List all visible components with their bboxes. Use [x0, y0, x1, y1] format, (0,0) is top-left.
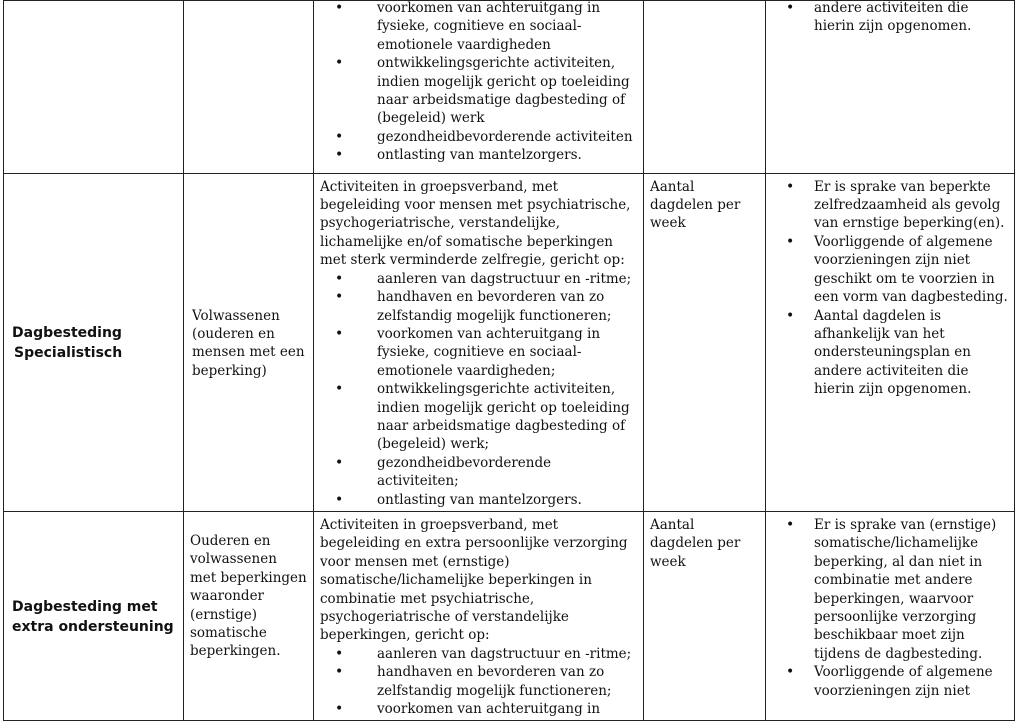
unit-text: Aantal dagdelen per week — [650, 516, 741, 570]
list-item: • Er is sprake van (ernstige) somatische/lichamelijke beperking, al dan niet in combinatie met andere beperkingen, waarvoor persoonlijke verzorging beschikbaar moet zijn tijdens de dagbesteding. — [772, 516, 1008, 663]
list-item: • handhaven en bevorderen van zo zelfstandig mogelijk functioneren; — [320, 663, 637, 700]
list-item: • voorkomen van achteruitgang in fysieke, cognitieve en sociaal-emotionele vaardigheden; — [320, 325, 637, 380]
list-item — [772, 1, 1008, 36]
description-cell — [314, 511, 644, 720]
list-item: • handhaven en bevorderen van zo zelfstandig mogelijk functioneren; — [320, 288, 637, 325]
table-row — [4, 173, 1015, 511]
table-row — [4, 1, 1015, 174]
target-group-cell — [184, 511, 314, 720]
category-title-line: extra ondersteuning — [12, 619, 174, 636]
category-title-line: Dagbesteding — [12, 325, 122, 342]
criteria-cell — [766, 511, 1015, 720]
unit-cell — [644, 173, 766, 511]
category-cell — [4, 511, 184, 720]
criteria-cell — [766, 1, 1015, 174]
category-title-line: Specialistisch — [14, 345, 123, 362]
activity-list — [320, 1, 637, 165]
category-cell — [4, 1, 184, 174]
criteria-list — [772, 516, 1008, 700]
table-row — [4, 511, 1015, 720]
list-item: • Er is sprake van beperkte zelfredzaamheid als gevolg van ernstige beperking(en). — [772, 178, 1008, 233]
list-item: • Voorliggende of algemene voorzieningen zijn niet geschikt om te voorzien in een vorm van dagbesteding. — [772, 233, 1008, 307]
list-item: • ontwikkelingsgerichte activiteiten, indien mogelijk gericht op toeleiding naar arbeidsmatige dagbesteding of (begeleid) werk; — [320, 380, 637, 454]
category-title — [12, 323, 177, 363]
list-item: • voorkomen van achteruitgang in fysieke, cognitieve en sociaal-emotionele vaardigheden — [320, 1, 637, 55]
unit-cell — [644, 511, 766, 720]
unit-cell — [644, 1, 766, 174]
criteria-text: • andere activiteiten die hierin zijn opgenomen. — [814, 0, 972, 35]
category-title-line: Dagbesteding met — [12, 599, 158, 616]
list-item: • Voorliggende of algemene voorzieningen zijn niet — [772, 663, 1008, 700]
list-item: • Aantal dagdelen is afhankelijk van het ondersteuningsplan en andere activiteiten die hierin zijn opgenomen. — [772, 307, 1008, 399]
description-cell — [314, 1, 644, 174]
activity-list — [320, 645, 637, 719]
target-group-text: Volwassenen (ouderen en mensen met een beperking) — [192, 307, 305, 379]
criteria-list — [772, 178, 1008, 399]
list-item: • gezondheidbevorderende activiteiten; — [320, 454, 637, 491]
criteria-list — [772, 1, 1008, 36]
description-text: Activiteiten in groepsverband, met begeleiding en extra persoonlijke verzorging voor mensen met (ernstige) somatische/lichamelijke beperkingen in combinatie met psychiatrische, psychogeriatrische of verstandelijke beperkingen, gericht op: — [320, 516, 628, 644]
criteria-cell — [766, 173, 1015, 511]
category-title — [12, 597, 177, 637]
target-group-text: Ouderen en volwassenen met beperkingen waaronder (ernstige) somatische beperkingen. — [190, 532, 307, 660]
target-group-cell — [184, 1, 314, 174]
list-item: • ontwikkelingsgerichte activiteiten, indien mogelijk gericht op toeleiding naar arbeidsmatige dagbesteding of (begeleid) werk — [320, 54, 637, 128]
unit-text: Aantal dagdelen per week — [650, 178, 741, 232]
service-table — [3, 0, 1015, 721]
list-item: • ontlasting van mantelzorgers. — [320, 146, 637, 164]
list-item: • voorkomen van achteruitgang in — [320, 700, 637, 718]
description-cell — [314, 173, 644, 511]
list-item: • aanleren van dagstructuur en -ritme; — [320, 270, 637, 288]
list-item: • gezondheidbevorderende activiteiten — [320, 128, 637, 146]
description-text: Activiteiten in groepsverband, met begeleiding voor mensen met psychiatrische, psychogeriatrische, verstandelijke, lichamelijke en/of somatische beperkingen met sterk verminderde zelfregie, gericht op: — [320, 178, 631, 269]
list-item: • ontlasting van mantelzorgers. — [320, 491, 637, 509]
list-item: • aanleren van dagstructuur en -ritme; — [320, 645, 637, 663]
target-group-cell — [184, 173, 314, 511]
activity-list — [320, 270, 637, 509]
category-cell — [4, 173, 184, 511]
